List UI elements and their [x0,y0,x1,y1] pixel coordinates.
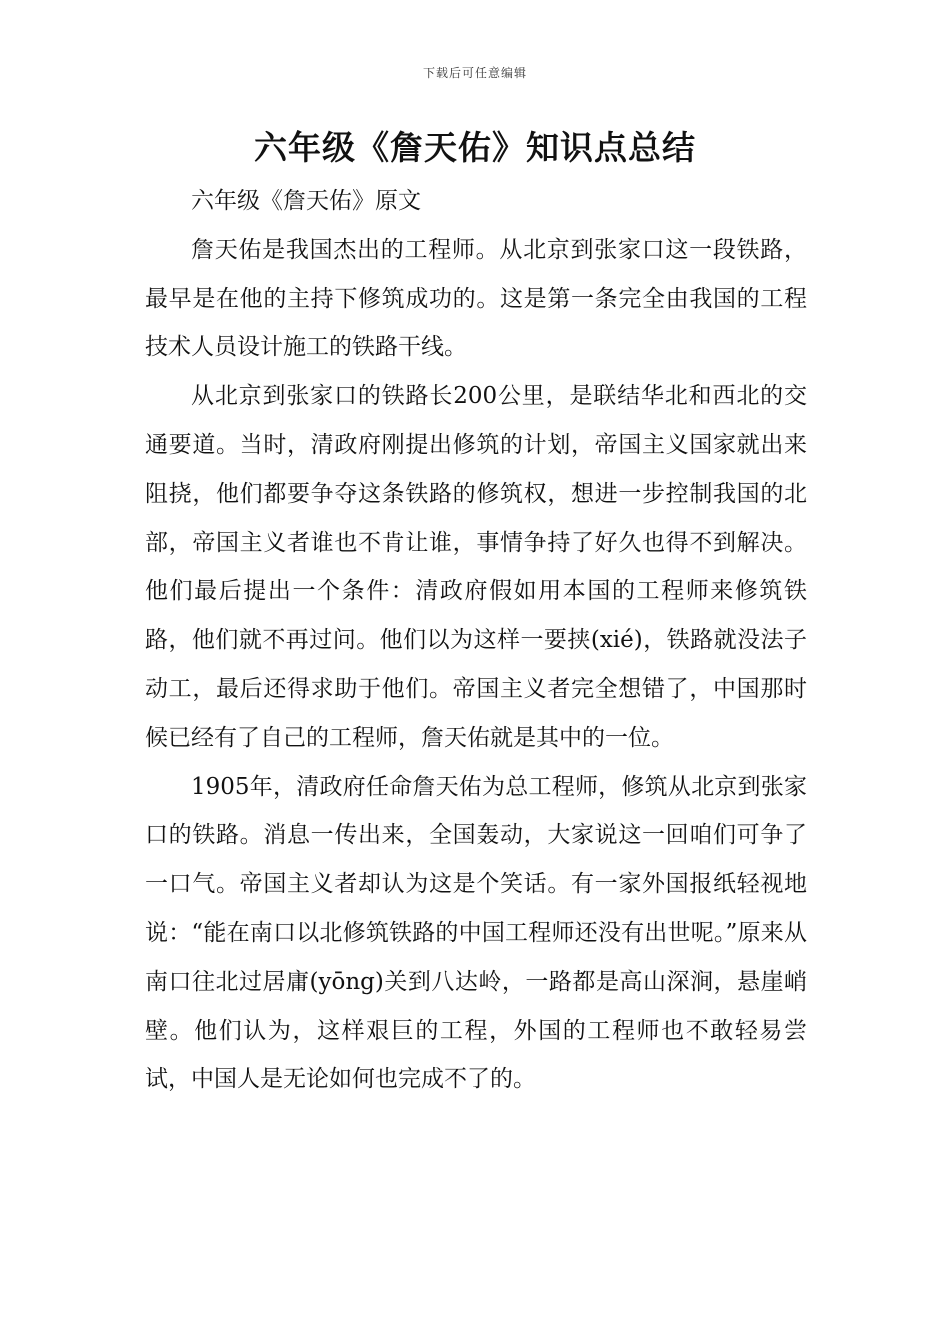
paragraph-2: 从北京到张家口的铁路长200公里，是联结华北和西北的交通要道。当时，清政府刚提出修筑的计划，帝国主义国家就出来阻挠，他们都要争夺这条铁路的修筑权，想进一步控制我国的北部，帝国主义者谁也不肯让谁，事情争持了好久也得不到解决。他们最后提出一个条件：清政府假如用本国的工程师来修筑铁路，他们就不再过问。他们以为这样一要挟(xié)，铁路就没法子动工，最后还得求助于他们。帝国主义者完全想错了，中国那时候已经有了自己的工程师，詹天佑就是其中的一位。 [145,383,807,751]
paragraph-3: 1905年，清政府任命詹天佑为总工程师，修筑从北京到张家口的铁路。消息一传出来，全国轰动，大家说这一回咱们可争了一口气。帝国主义者却认为这是个笑话。有一家外国报纸轻视地说：“能在南口以北修筑铁路的中国工程师还没有出世呢。”原来从南口往北过居庸(yōng)关到八达岭，一路都是高山深涧，悬崖峭壁。他们认为，这样艰巨的工程，外国的工程师也不敢轻易尝试，中国人是无论如何也完成不了的。 [145,773,807,1093]
page-header-note: 下载后可任意编辑 [422,66,527,80]
document-body [145,177,807,1104]
paragraph-1: 詹天佑是我国杰出的工程师。从北京到张家口这一段铁路，最早是在他的主持下修筑成功的。这是第一条完全由我国的工程技术人员设计施工的铁路干线。 [145,236,807,361]
document-title: 六年级《詹天佑》知识点总结 [254,128,696,167]
document-subtitle: 六年级《詹天佑》原文 [191,188,421,214]
